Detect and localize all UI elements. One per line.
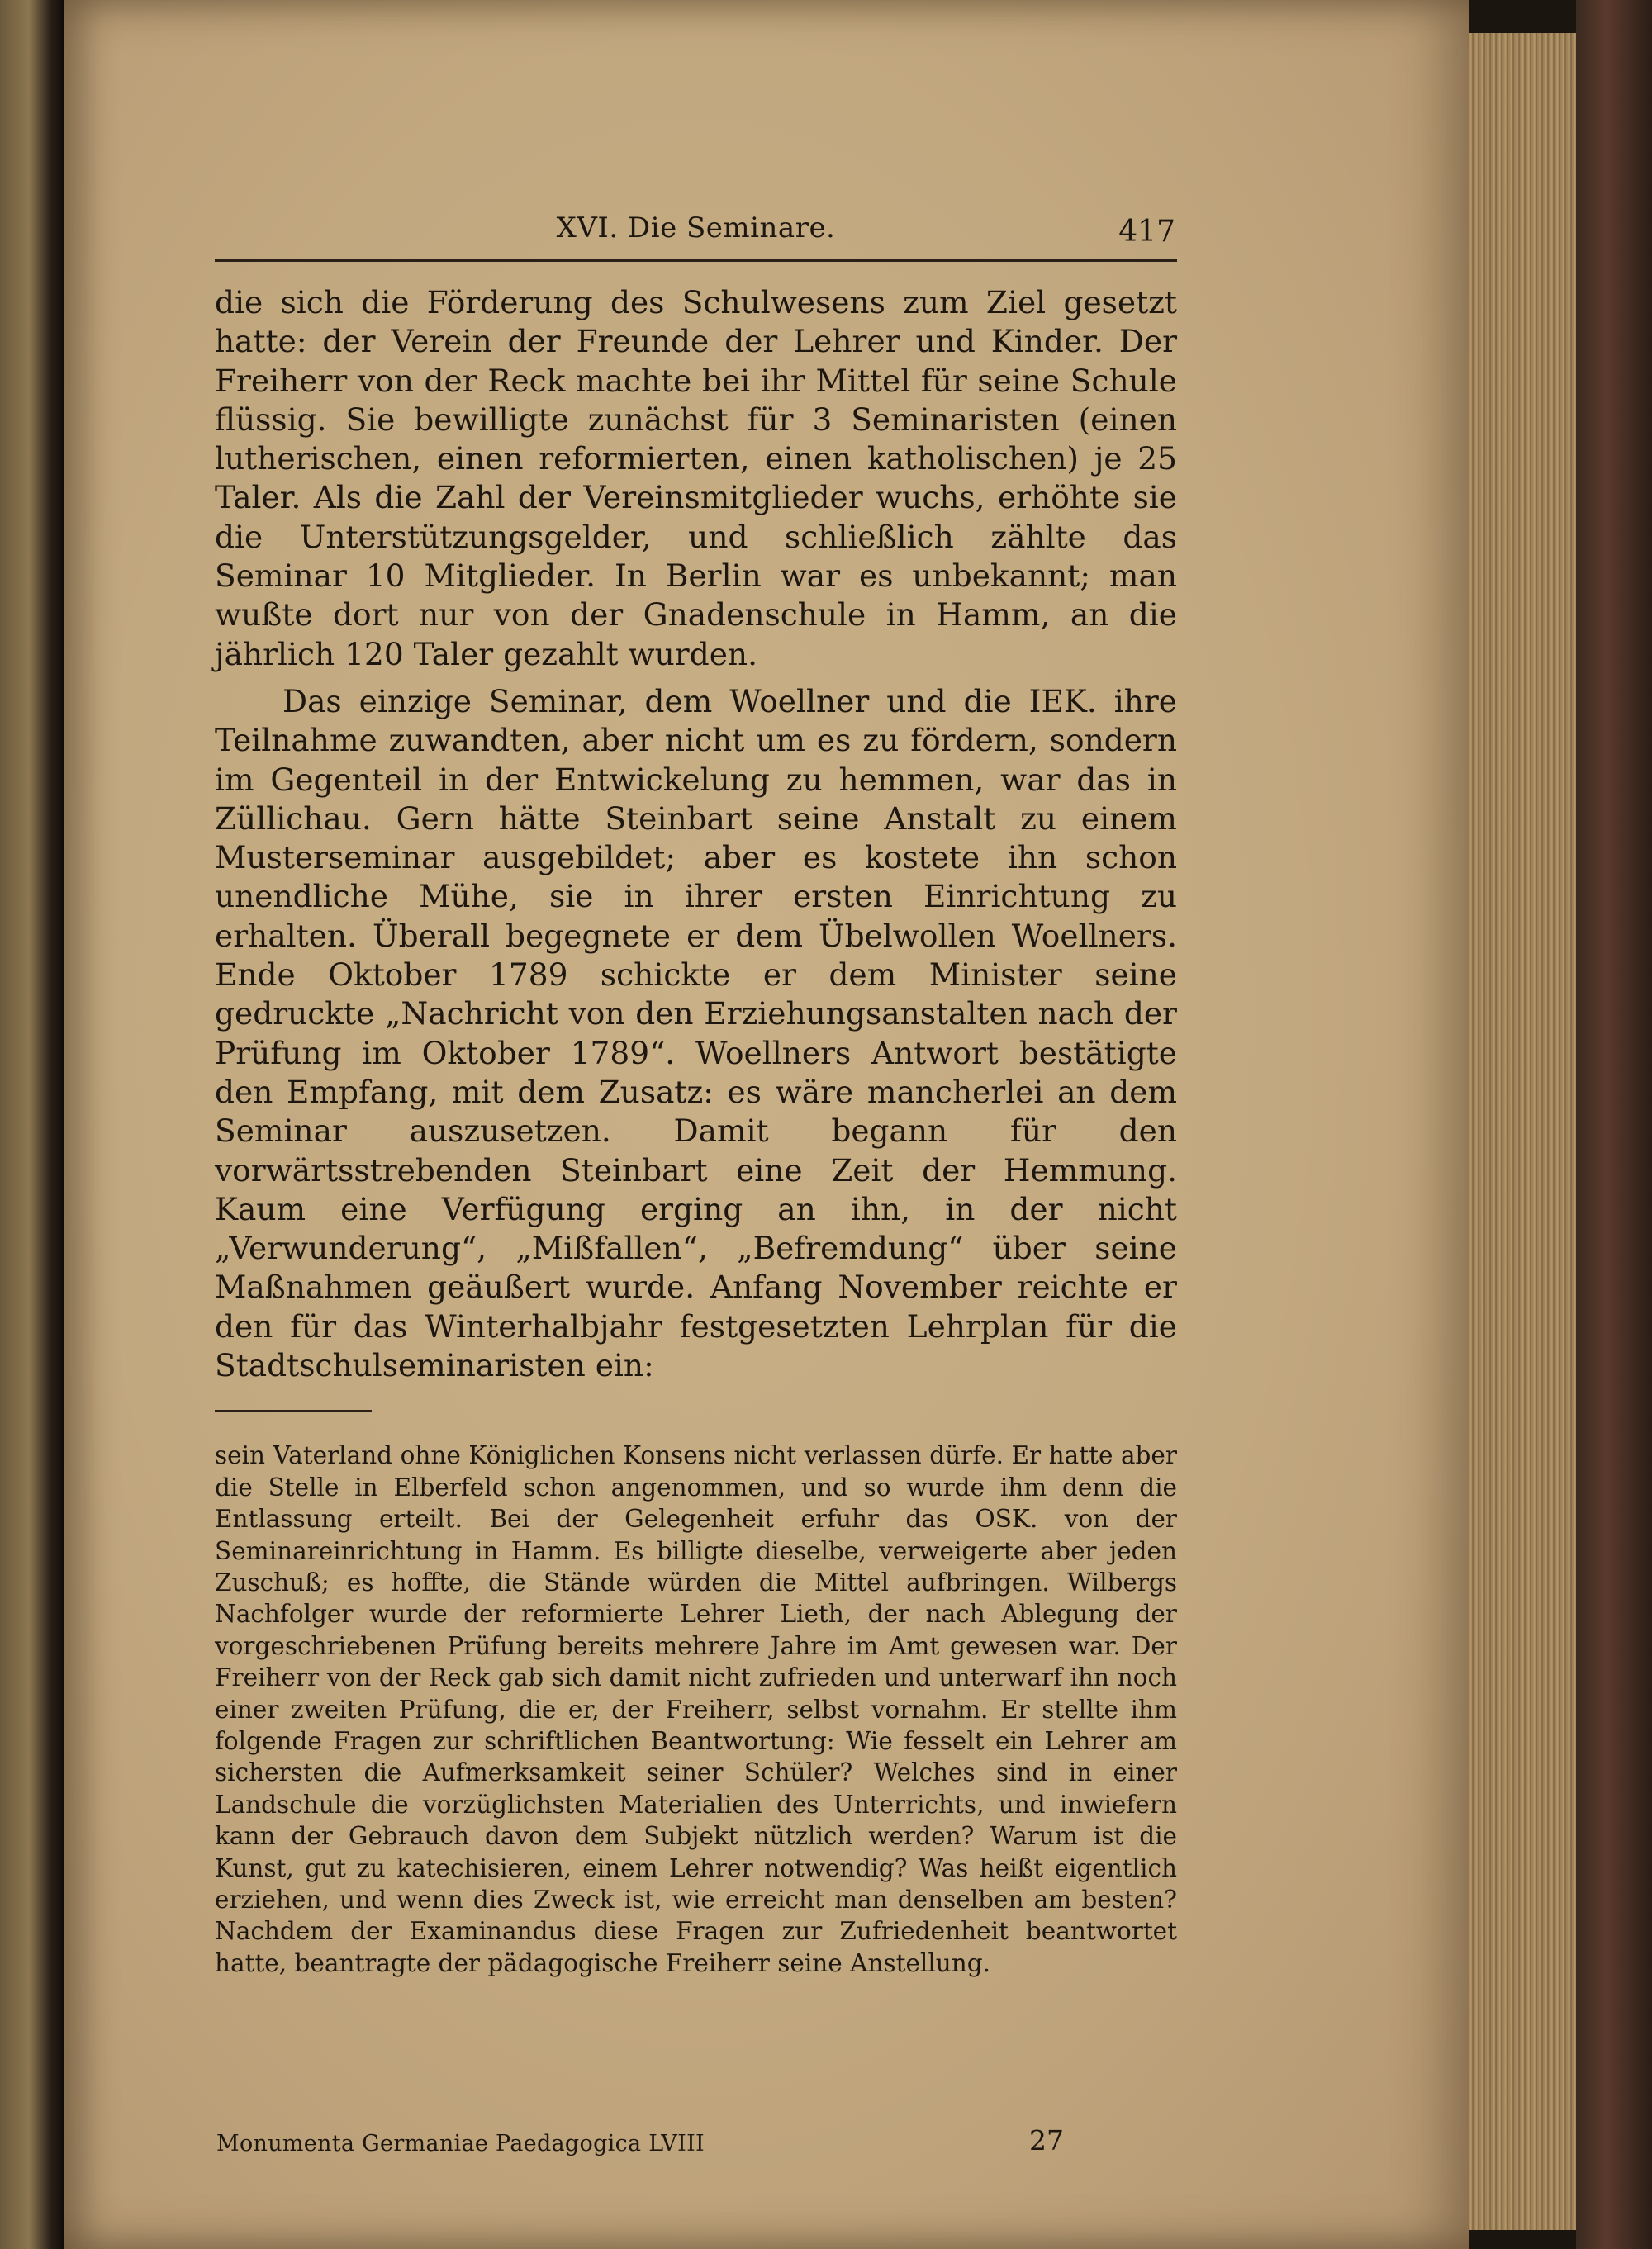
running-head xyxy=(215,206,1177,262)
paragraph: die sich die Förderung des Schulwesens zum Ziel gesetzt hatte: der Verein der Freunde der Lehrer und Kinder. Der Freiherr von der Reck machte bei ihr Mittel für seine Schule flüssig. Sie bewilligte zunächst für 3 Seminaristen (einen lutherischen, einen reformierten, einen katholischen) je 25 Taler. Als die Zahl der Vereinsmitglieder wuchs, erhöhte sie die Unterstützungsgelder, und schließlich zählte das Seminar 10 Mitglieder. In Berlin war es unbekannt; man wußte dort nur von der Gnadenschule in Hamm, an die jährlich 120 Taler gezahlt wurden. xyxy=(215,284,1177,672)
page-edges xyxy=(1469,33,1576,2230)
footnote-rule xyxy=(215,1410,372,1412)
signature-sheet-number: 27 xyxy=(1029,2124,1064,2156)
book-cover-right xyxy=(1576,0,1652,2249)
footnote-text: sein Vaterland ohne Königlichen Konsens nicht verlassen dürfe. Er hatte aber die Stelle in Elberfeld schon angenommen, und so wurde ihm denn die Entlassung erteilt. Bei der Gelegenheit erfuhr das OSK. von der Seminareinrichtung in Hamm. Es billigte dieselbe, verweigerte aber jeden Zuschuß; es hoffte, die Stände würden die Mittel aufbringen. Wilbergs Nachfolger wurde der reformierte Lehrer Lieth, der nach Ablegung der vorgeschriebenen Prüfung bereits mehrere Jahre im Amt gewesen war. Der Freiherr von der Reck gab sich damit nicht zufrieden und unterwarf ihn noch einer zweiten Prüfung, die er, der Freiherr, selbst vornahm. Er stellte ihm folgende Fragen zur schriftlichen Beantwortung: Wie fesselt ein Lehrer am sichersten die Aufmerksamkeit seiner Schüler? Welches sind in einer Landschule die vorzüglichsten Materialien des Unterrichts, und inwiefern kann der Gebrauch davon dem Subjekt nützlich werden? Warum ist die Kunst, gut zu katechisieren, einem Lehrer notwendig? Was heißt eigentlich erziehen, und wenn dies Zweck ist, wie erreicht man denselben am besten? Nachdem der Examinandus diese Fragen zur Zufriedenheit beantwortet hatte, beantragte der pädagogische Freiherr seine Anstellung. xyxy=(215,1441,1177,1977)
page-content xyxy=(215,206,1177,2156)
page-number: 417 xyxy=(1118,215,1175,249)
paragraph: Das einzige Seminar, dem Woellner und die IEK. ihre Teilnahme zuwandten, aber nicht um es zu fördern, sondern im Gegenteil in der Entwickelung zu hemmen, war das in Züllichau. Gern hätte Steinbart seine Anstalt zu einem Musterseminar ausgebildet; aber es kostete ihn schon unendliche Mühe, sie in ihrer ersten Einrichtung zu erhalten. Überall begegnete er dem Übelwollen Woellners. Ende Oktober 1789 schickte er dem Minister seine gedruckte „Nachricht von den Erziehungsanstalten nach der Prüfung im Oktober 1789“. Woellners Antwort bestätigte den Empfang, mit dem Zusatz: es wäre mancherlei an dem Seminar auszusetzen. Damit begann für den vorwärtsstrebenden Steinbart eine Zeit der Hemmung. Kaum eine Verfügung erging an ihn, in der nicht „Verwunderung“, „Mißfallen“, „Befremdung“ über seine Maßnahmen geäußert wurde. Anfang November reichte er den für das Winterhalbjahr festgesetzten Lehrplan für die Stadtschulseminaristen ein: xyxy=(215,682,1177,1384)
signature-series: Monumenta Germaniae Paedagogica LVIII xyxy=(216,2131,705,2156)
book-gutter-left xyxy=(0,0,64,2249)
running-title: XVI. Die Seminare. xyxy=(556,211,836,244)
footnote xyxy=(215,1440,1177,1979)
body-text xyxy=(215,283,1177,1385)
